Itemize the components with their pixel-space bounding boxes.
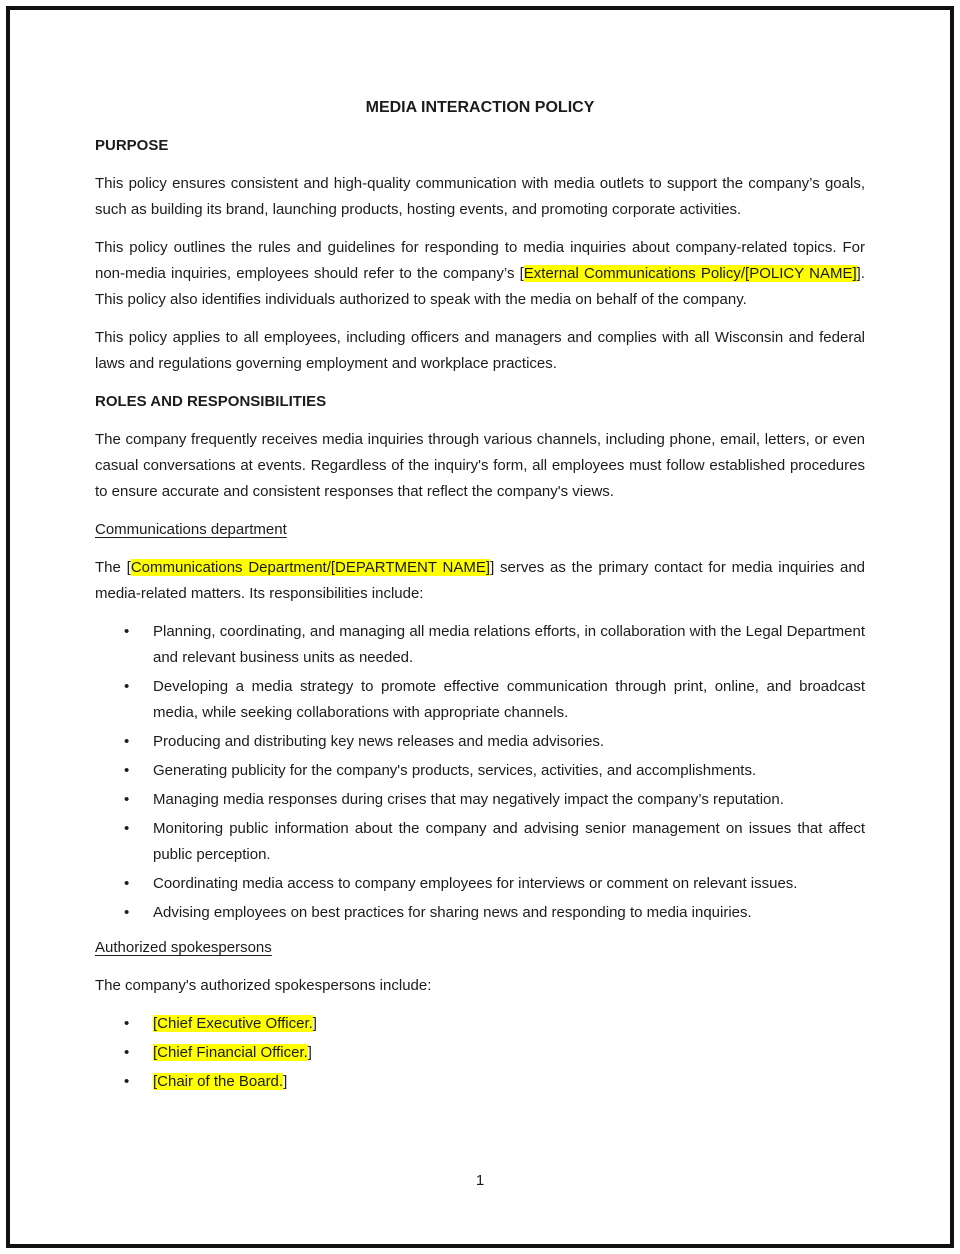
text-run: Monitoring public information about the company and advising senior management on issues that affect public perception. [153, 820, 865, 863]
document-body [95, 95, 865, 1104]
subsection-heading: Authorized spokespersons [95, 939, 272, 956]
paragraph [95, 325, 865, 377]
list-item [95, 619, 865, 671]
page-footer [0, 1168, 960, 1194]
text-run: Developing a media strategy to promote effective communication through print, online, and broadcast media, while seeking collaborations with appropriate channels. [153, 678, 865, 721]
list-item [95, 816, 865, 868]
paragraph [95, 171, 865, 223]
text-run: This policy outlines the rules and guidelines for responding to media inquiries about company-related topics. For non-media inquiries, employees should refer to the company’s [ [95, 239, 865, 282]
text-run: Planning, coordinating, and managing all media relations efforts, in collaboration with the Legal Department and relevant business units as needed. [153, 623, 865, 666]
document-title: MEDIA INTERACTION POLICY [365, 99, 595, 116]
bullet-icon: • [124, 791, 130, 808]
section-heading: PURPOSE [95, 137, 169, 154]
text-run: This policy applies to all employees, including officers and managers and complies with all Wisconsin and federal laws and regulations governing employment and workplace practices. [95, 329, 865, 372]
bullet-list [95, 1011, 865, 1095]
highlighted-text: Communications Department/[DEPARTMENT NAME] [130, 559, 491, 576]
paragraph [95, 427, 865, 505]
bullet-icon: • [124, 1073, 130, 1090]
bullet-icon: • [124, 762, 130, 779]
bullet-icon: • [124, 904, 130, 921]
text-run: Managing media responses during crises that may negatively impact the company’s reputation. [153, 791, 784, 808]
list-item [95, 1011, 865, 1037]
list-item [95, 871, 865, 897]
highlighted-text: External Communications Policy/[POLICY NAME] [523, 265, 857, 282]
list-item [95, 674, 865, 726]
text-run: This policy ensures consistent and high-quality communication with media outlets to support the company’s goals, such as building its brand, launching products, hosting events, and promoting corporate activities. [95, 175, 865, 218]
paragraph [95, 235, 865, 313]
bullet-list [95, 619, 865, 926]
list-item [95, 729, 865, 755]
bullet-icon: • [124, 1044, 130, 1061]
text-run: Producing and distributing key news releases and media advisories. [153, 733, 605, 750]
bullet-icon: • [124, 1015, 130, 1032]
bullet-icon: • [124, 733, 130, 750]
bullet-icon: • [124, 875, 130, 892]
list-item [95, 758, 865, 784]
text-run: Advising employees on best practices for sharing news and responding to media inquiries. [153, 904, 752, 921]
text-run: ] [283, 1073, 288, 1090]
text-run: The company frequently receives media inquiries through various channels, including phone, email, letters, or even casual conversations at events. Regardless of the inquiry's form, all employees must follow established procedures to ensure accurate and consistent responses that reflect the company's views. [95, 431, 865, 500]
text-run: ] [312, 1015, 317, 1032]
text-run: ]. This policy also identifies individuals authorized to speak with the media on behalf of the company. [95, 265, 865, 308]
text-run: ] [307, 1044, 312, 1061]
list-item [95, 787, 865, 813]
text-run: The [ [95, 559, 131, 576]
text-run: Generating publicity for the company's products, services, activities, and accomplishments. [153, 762, 757, 779]
bullet-icon: • [124, 623, 130, 640]
paragraph [95, 555, 865, 607]
bullet-icon: • [124, 678, 130, 695]
text-run: The company's authorized spokespersons include: [95, 977, 432, 994]
bullet-icon: • [124, 820, 130, 837]
highlighted-text: [Chief Financial Officer. [153, 1044, 308, 1061]
list-item [95, 1040, 865, 1066]
paragraph [95, 973, 865, 999]
list-item [95, 1069, 865, 1095]
page-number: 1 [475, 1172, 485, 1189]
text-run: Coordinating media access to company employees for interviews or comment on relevant issues. [153, 875, 798, 892]
section-heading: ROLES AND RESPONSIBILITIES [95, 393, 327, 410]
subsection-heading: Communications department [95, 521, 287, 538]
text-run: ] serves as the primary contact for media inquiries and media-related matters. Its responsibilities include: [95, 559, 866, 602]
highlighted-text: [Chair of the Board. [153, 1073, 284, 1090]
highlighted-text: [Chief Executive Officer. [153, 1015, 313, 1032]
list-item [95, 900, 865, 926]
